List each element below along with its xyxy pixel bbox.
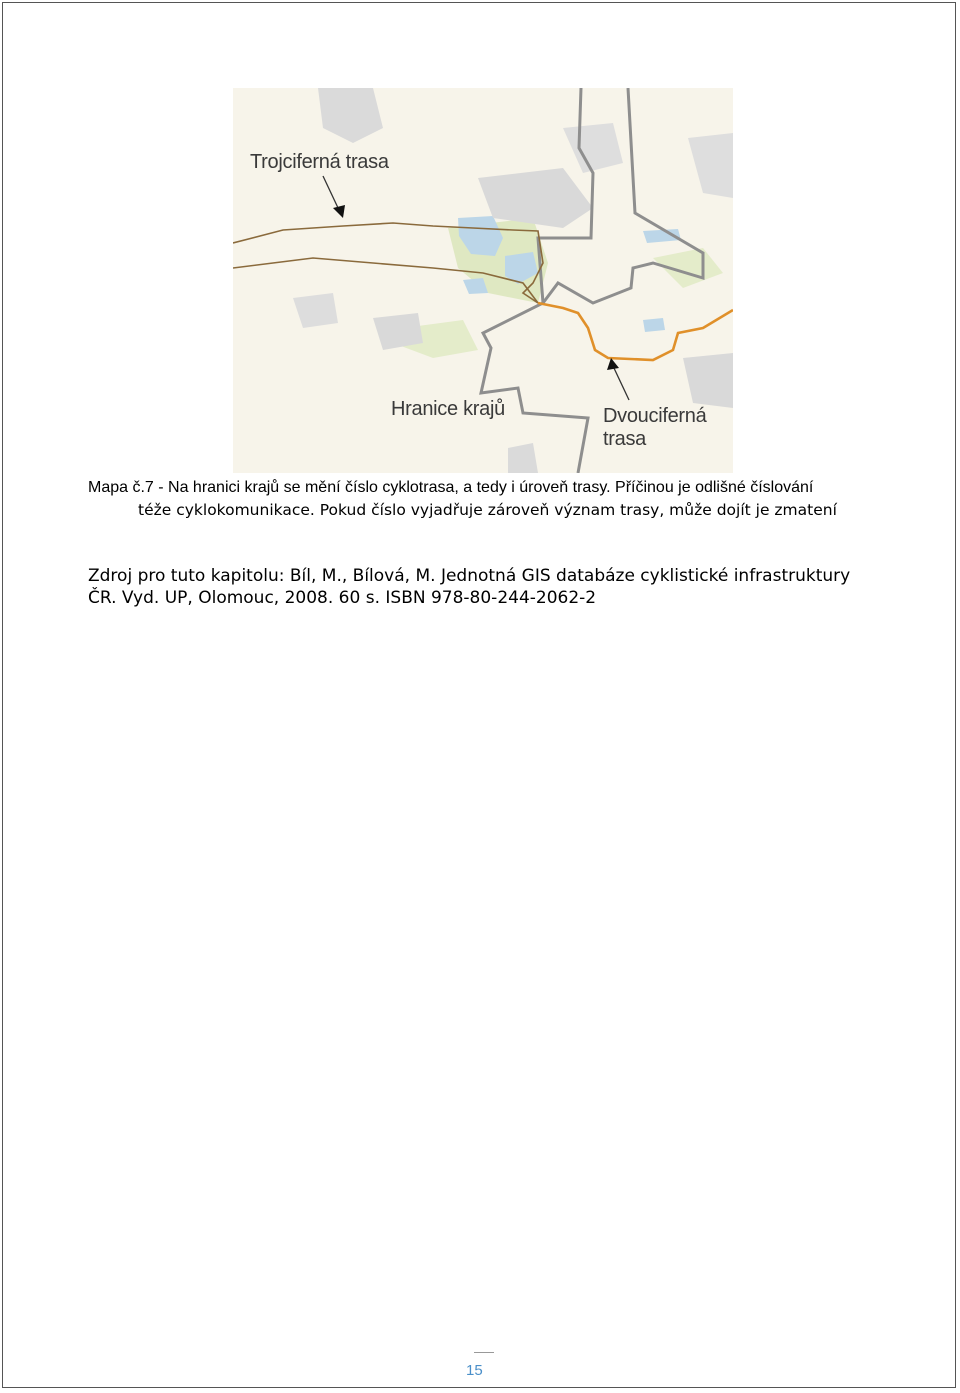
label-region-border: Hranice krajů bbox=[391, 398, 505, 420]
source-line-1: Zdroj pro tuto kapitolu: Bíl, M., Bílová, M. Jednotná GIS databáze cyklistické infrastruktury bbox=[88, 566, 851, 586]
caption-line-2: téže cyklokomunikace. Pokud číslo vyjadřuje zároveň význam trasy, může dojít je zmatení bbox=[138, 501, 837, 519]
label-two-digit-route-line1: Dvouciferná bbox=[603, 405, 707, 427]
pond bbox=[643, 318, 665, 332]
source-reference bbox=[88, 565, 888, 609]
urban-area bbox=[508, 443, 538, 473]
page-number: 15 bbox=[466, 1362, 483, 1379]
caption-line-1: Mapa č.7 - Na hranici krajů se mění číslo cyklotrasa, a tedy i úroveň trasy. Příčinou je odlišné číslování bbox=[88, 479, 814, 496]
page-number-rule bbox=[474, 1352, 494, 1353]
map-caption bbox=[88, 477, 888, 521]
map-figure bbox=[233, 88, 733, 473]
source-line-2: ČR. Vyd. UP, Olomouc, 2008. 60 s. ISBN 978-80-244-2062-2 bbox=[88, 588, 597, 608]
label-three-digit-route: Trojciferná trasa bbox=[250, 151, 389, 173]
document-page bbox=[2, 2, 956, 1388]
label-two-digit-route-line2: trasa bbox=[603, 428, 646, 450]
